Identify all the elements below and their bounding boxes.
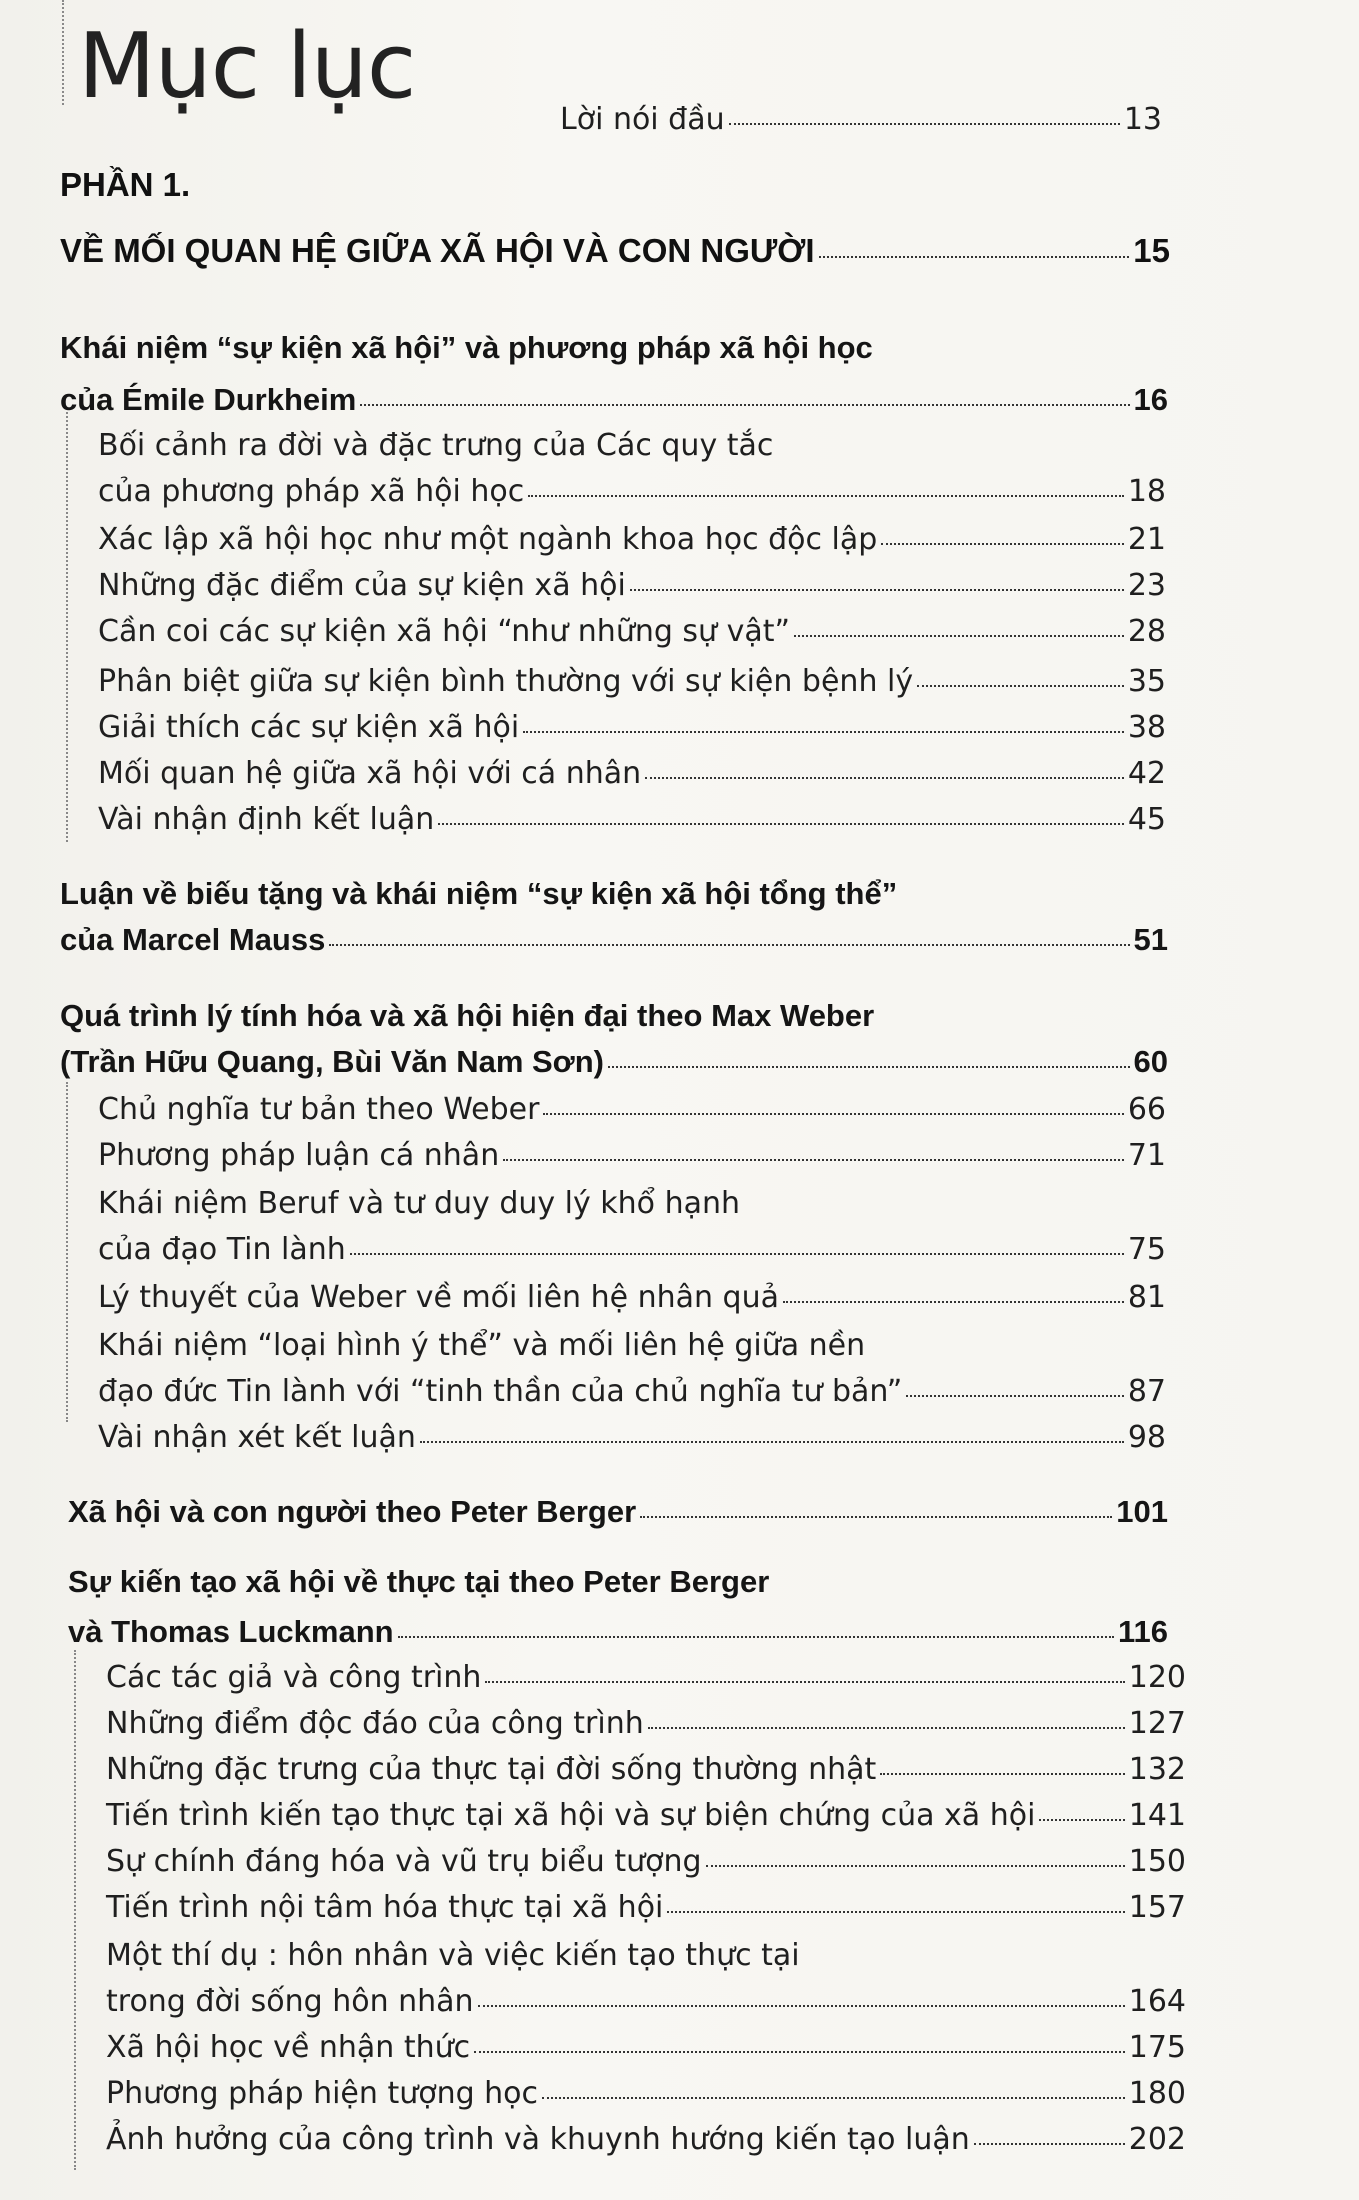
toc-entry-page: 157 [1128,1890,1186,1925]
leader-dots [420,1441,1124,1443]
toc-entry-page: 51 [1133,922,1168,957]
leader-dots [360,404,1129,406]
toc-entry-page: 164 [1128,1984,1186,2019]
toc-entry-page: 180 [1128,2076,1186,2111]
toc-entry-page: 16 [1133,382,1168,417]
toc-entry-page: 15 [1133,232,1170,269]
toc-entry-page: 75 [1127,1232,1166,1267]
subsection-line1: Khái niệm Beruf và tư duy duy lý khổ hạnh [98,1186,740,1221]
toc-subentry [98,802,1166,837]
section-mauss-line1: Luận về biếu tặng và khái niệm “sự kiện xã hội tổng thể” [60,876,898,911]
leader-dots [1039,1819,1124,1821]
toc-subentry [98,568,1166,603]
toc-entry-label: Phương pháp luận cá nhân [98,1138,500,1173]
toc-subentry [98,710,1166,745]
toc-entry-page: 66 [1127,1092,1166,1127]
subsection-rule [66,1082,68,1422]
toc-subentry [106,2030,1186,2065]
toc-entry-page: 141 [1128,1798,1186,1833]
leader-dots [528,495,1124,497]
toc-entry-page: 87 [1127,1374,1166,1409]
toc-entry-part1 [60,232,1170,270]
leader-dots [706,1865,1125,1867]
leader-dots [648,1727,1125,1729]
leader-dots [485,1681,1124,1683]
subsection-line1: Một thí dụ : hôn nhân và việc kiến tạo thực tại [106,1938,800,1973]
toc-subentry [98,522,1166,557]
toc-entry-page: 132 [1128,1752,1186,1787]
toc-entry-page: 28 [1127,614,1166,649]
subsection-line1: Bối cảnh ra đời và đặc trưng của Các quy tắc [98,428,774,463]
toc-entry-label: Các tác giả và công trình [106,1660,482,1695]
toc-entry-luckmann [68,1614,1168,1650]
leader-dots [503,1159,1124,1161]
toc-entry-label: Phân biệt giữa sự kiện bình thường với sự kiện bệnh lý [98,664,914,699]
leader-dots [917,685,1124,687]
toc-entry-page: 42 [1127,756,1166,791]
toc-entry-label: của phương pháp xã hội học [98,474,525,509]
toc-subentry [98,474,1166,509]
toc-entry-label: Vài nhận xét kết luận [98,1420,416,1455]
leader-dots [478,2005,1125,2007]
section-weber-line1: Quá trình lý tính hóa và xã hội hiện đại theo Max Weber [60,998,875,1033]
toc-subentry [106,1844,1186,1879]
toc-subentry [98,1092,1166,1127]
toc-subentry [98,1232,1166,1267]
toc-entry-preface [560,102,1162,137]
toc-subentry [106,1890,1186,1925]
toc-entry-page: 120 [1128,1660,1186,1695]
toc-entry-label: Lý thuyết của Weber về mối liên hệ nhân quả [98,1280,779,1315]
toc-entry-page: 60 [1133,1044,1168,1079]
toc-entry-page: 175 [1128,2030,1186,2065]
leader-dots [667,1911,1124,1913]
leader-dots [729,123,1120,125]
leader-dots [329,944,1129,946]
leader-dots [906,1395,1123,1397]
leader-dots [783,1301,1124,1303]
toc-entry-label: Phương pháp hiện tượng học [106,2076,539,2111]
toc-subentry [106,2076,1186,2111]
toc-entry-page: 38 [1127,710,1166,745]
toc-entry-page: 116 [1117,1614,1168,1649]
toc-entry-page: 71 [1127,1138,1166,1173]
toc-subentry [98,664,1166,699]
toc-entry-label: Xã hội học về nhận thức [106,2030,471,2065]
toc-entry-weber [60,1044,1168,1080]
toc-subentry [98,1374,1166,1409]
leader-dots [640,1516,1112,1518]
toc-subentry [106,1706,1186,1741]
leader-dots [630,589,1124,591]
leader-dots [794,635,1124,637]
part-label: PHẦN 1. [60,166,191,203]
leader-dots [819,256,1130,258]
toc-subentry [98,1138,1166,1173]
toc-entry-label: và Thomas Luckmann [68,1614,394,1649]
page-title: Mục lục [78,14,416,119]
leader-dots [474,2051,1125,2053]
toc-subentry [106,1984,1186,2019]
toc-entry-label: (Trần Hữu Quang, Bùi Văn Nam Sơn) [60,1044,604,1079]
leader-dots [398,1636,1114,1638]
toc-entry-label: của Marcel Mauss [60,922,326,957]
toc-subentry [98,756,1166,791]
toc-entry-label: VỀ MỐI QUAN HỆ GIỮA XÃ HỘI VÀ CON NGƯỜI [60,232,815,269]
toc-entry-label: Sự chính đáng hóa và vũ trụ biểu tượng [106,1844,702,1879]
toc-entry-page: 101 [1116,1494,1168,1529]
toc-entry-durkheim [60,382,1168,418]
toc-entry-label: Vài nhận định kết luận [98,802,435,837]
toc-entry-label: Những điểm độc đáo của công trình [106,1706,644,1741]
toc-subentry [106,2122,1186,2157]
leader-dots [438,823,1124,825]
section-durkheim-line1: Khái niệm “sự kiện xã hội” và phương pháp xã hội học [60,330,873,365]
leader-dots [523,731,1124,733]
leader-dots [645,777,1124,779]
subsection-rule [74,1650,76,2170]
toc-entry-page: 21 [1127,522,1166,557]
toc-entry-label: Giải thích các sự kiện xã hội [98,710,520,745]
toc-subentry [98,1420,1166,1455]
leader-dots [608,1066,1130,1068]
toc-entry-page: 18 [1127,474,1166,509]
toc-subentry [98,1280,1166,1315]
toc-entry-label: Lời nói đầu [560,102,725,137]
toc-entry-label: Xã hội và con người theo Peter Berger [68,1494,637,1529]
toc-entry-page: 81 [1127,1280,1166,1315]
toc-entry-label: Mối quan hệ giữa xã hội với cá nhân [98,756,642,791]
leader-dots [974,2143,1125,2145]
toc-entry-page: 98 [1127,1420,1166,1455]
toc-entry-page: 13 [1123,102,1162,137]
toc-entry-page: 127 [1128,1706,1186,1741]
subsection-line1: Khái niệm “loại hình ý thể” và mối liên hệ giữa nền [98,1328,866,1363]
toc-entry-label: Tiến trình kiến tạo thực tại xã hội và sự biện chứng của xã hội [106,1798,1036,1833]
leader-dots [880,1773,1124,1775]
toc-subentry [98,614,1166,649]
section-luckmann-line1: Sự kiến tạo xã hội về thực tại theo Peter Berger [68,1564,770,1599]
leader-dots [543,1113,1123,1115]
toc-entry-page: 23 [1127,568,1166,603]
toc-entry-label: Xác lập xã hội học như một ngành khoa học độc lập [98,522,878,557]
toc-entry-label: Những đặc điểm của sự kiện xã hội [98,568,626,603]
toc-entry-label: của đạo Tin lành [98,1232,346,1267]
toc-entry-page: 35 [1127,664,1166,699]
leader-dots [350,1253,1124,1255]
toc-subentry [106,1660,1186,1695]
subsection-rule [66,412,68,842]
toc-entry-label: Cần coi các sự kiện xã hội “như những sự vật” [98,614,791,649]
toc-subentry [106,1752,1186,1787]
toc-entry-page: 150 [1128,1844,1186,1879]
toc-entry-mauss [60,922,1168,958]
toc-entry-label: Những đặc trưng của thực tại đời sống thường nhật [106,1752,877,1787]
toc-entry-label: Chủ nghĩa tư bản theo Weber [98,1092,540,1127]
toc-subentry [106,1798,1186,1833]
toc-entry-label: Ảnh hưởng của công trình và khuynh hướng kiến tạo luận [106,2122,970,2157]
toc-entry-page: 45 [1127,802,1166,837]
toc-entry-label: đạo đức Tin lành với “tinh thần của chủ nghĩa tư bản” [98,1374,903,1409]
toc-entry-label: của Émile Durkheim [60,382,357,417]
leader-dots [881,543,1124,545]
toc-entry-label: Tiến trình nội tâm hóa thực tại xã hội [106,1890,664,1925]
toc-entry-page: 202 [1128,2122,1186,2157]
toc-entry-berger [68,1494,1168,1530]
leader-dots [542,2097,1125,2099]
toc-entry-label: trong đời sống hôn nhân [106,1984,474,2019]
